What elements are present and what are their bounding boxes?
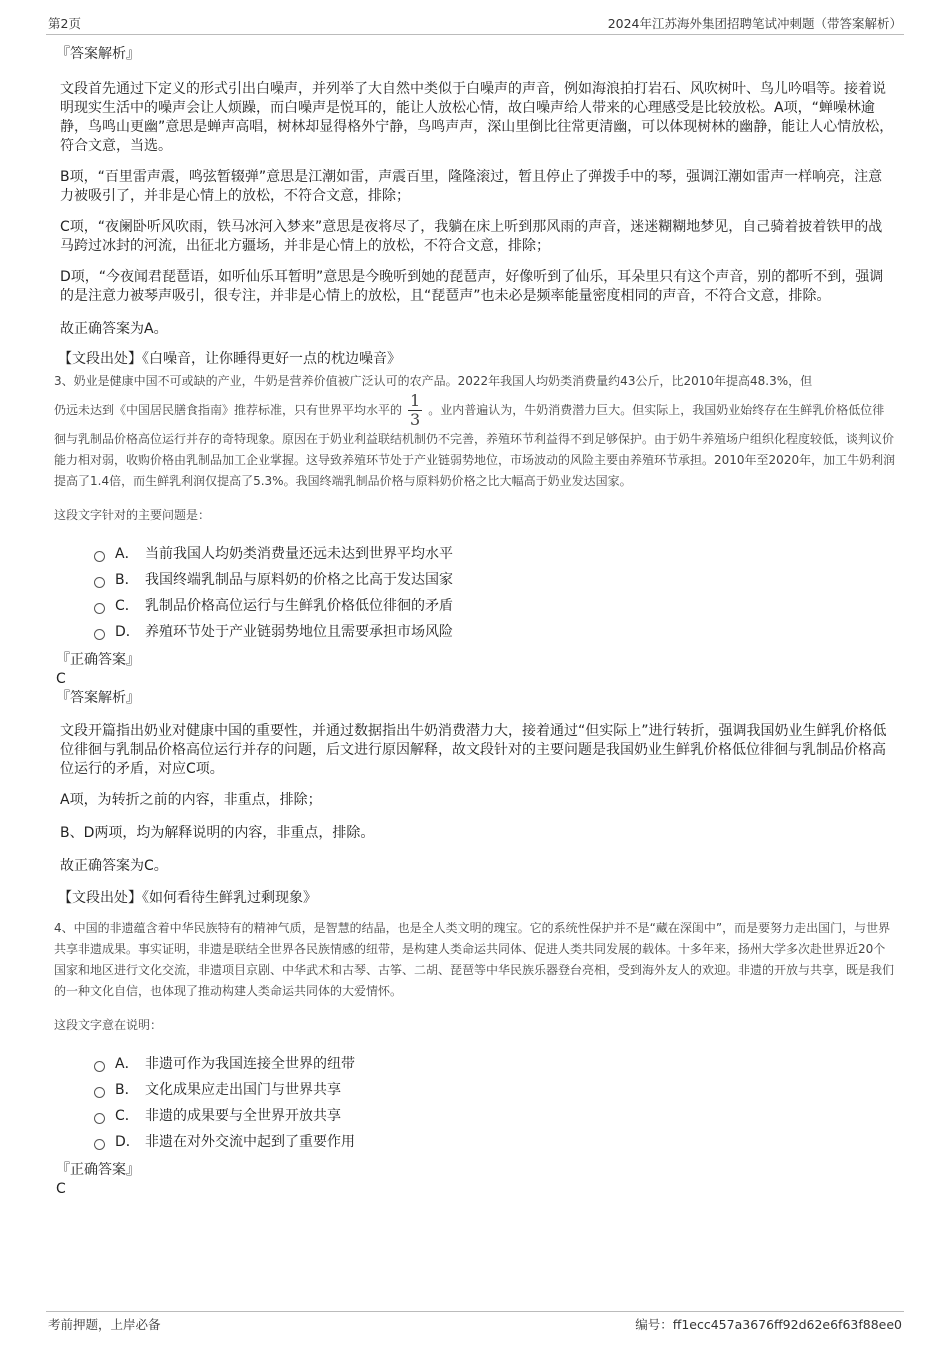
document-serial: 编号：ff1ecc457a3676ff92d62e6f63f88ee0 [635, 1317, 902, 1332]
analysis-label: 『答案解析』 [56, 46, 140, 62]
page-number: 第2页 [48, 16, 81, 31]
radio-icon[interactable] [94, 551, 105, 562]
fraction-one-third: $\frac{1}{3}$ [410, 391, 421, 429]
source-citation: 【文段出处】《如何看待生鲜乳过剩现象》 [58, 890, 317, 906]
option-d[interactable]: D． 养殖环节处于产业链弱势地位且需要承担市场风险 [94, 618, 896, 644]
analysis-conclusion: 故正确答案为A。 [60, 321, 168, 337]
analysis-paragraph: B、D两项，均为解释说明的内容，非重点，排除。 [60, 825, 375, 841]
analysis-paragraph: B项，“百里雷声震，鸣弦暂辍弹”意思是江潮如雷，声震百里，隆隆滚过，暂且停止了弹拨手中的琴，强调江潮如雷声一样响亮，注意力被吸引了，并非是心情上的放松，不符合文意，排除； [60, 169, 883, 204]
page-content [56, 44, 896, 1198]
analysis-label: 『答案解析』 [56, 690, 140, 706]
radio-icon[interactable] [94, 1061, 105, 1072]
correct-answer-label: 『正确答案』 [56, 1162, 140, 1178]
question-3-prompt: 这段文字针对的主要问题是： [54, 508, 211, 522]
question-3-text: 3、奶业是健康中国不可或缺的产业，牛奶是营养价值被广泛认可的农产品。2022年我国人均奶类消费量约43公斤，比2010年提高48.3%，但 仍远未达到《中国居民膳食指南》推荐标准，只有世界平均水平的 $\frac{1}{3}$ 。业内普遍认为，牛奶消费潜力巨大。但实际上，我国奶业始终存在生鲜乳价格低位徘徊与乳制品价格高位运行并存的奇特现象。原因在于奶业利益联结机制仍不完善，养殖环节利益得不到足够保护。由于奶牛养殖场户组织化程度较低，谈判议价能力相对弱，收购价格由乳制品加工企业掌握。这导致养殖环节处于产业链弱势地位，市场波动的风险主要由养殖环节承担。2010年至2020年，加工牛奶利润提高了1.4倍，而生鲜乳利润仅提高了5.3%。我国终端乳制品价格与原料奶价格之比大幅高于奶业发达国家。 [54, 374, 896, 488]
page-footer [46, 1311, 904, 1334]
correct-answer-label: 『正确答案』 [56, 652, 140, 668]
analysis-conclusion: 故正确答案为C。 [60, 858, 168, 874]
question-4-text: 4、中国的非遗蕴含着中华民族特有的精神气质，是智慧的结晶，也是全人类文明的瑰宝。它的系统性保护并不是“藏在深闺中”，而是要努力走出国门，与世界共享非遗成果。事实证明，非遗是联结全世界各民族情感的纽带，是构建人类命运共同体、促进人类共同发展的载体。十多年来，扬州大学多次赴世界近20个国家和地区进行文化交流，非遗项目京剧、中华武术和古琴、古筝、二胡、琵琶等中华民族乐器登台亮相，受到海外友人的欢迎。非遗的开放与共享，既是我们的一种文化自信，也体现了推动构建人类命运共同体的大爱情怀。 [54, 921, 895, 998]
option-c[interactable]: C． 乳制品价格高位运行与生鲜乳价格低位徘徊的矛盾 [94, 592, 896, 618]
radio-icon[interactable] [94, 1139, 105, 1150]
footer-slogan: 考前押题，上岸必备 [48, 1317, 161, 1332]
question-3-options [94, 540, 896, 644]
question-4-prompt: 这段文字意在说明： [54, 1018, 163, 1032]
page-header [46, 10, 904, 35]
analysis-paragraph: A项，为转折之前的内容，非重点，排除； [60, 792, 322, 808]
correct-answer: C [56, 1181, 66, 1197]
analysis-paragraph: C项，“夜阑卧听风吹雨，铁马冰河入梦来”意思是夜将尽了，我躺在床上听到那风雨的声音，迷迷糊糊地梦见，自己骑着披着铁甲的战马跨过冰封的河流，出征北方疆场，并非是心情上的放松，不符合文意，排除； [60, 219, 883, 254]
source-citation: 【文段出处】《白噪音，让你睡得更好一点的枕边噪音》 [58, 351, 401, 367]
radio-icon[interactable] [94, 603, 105, 614]
document-title: 2024年江苏海外集团招聘笔试冲刺题（带答案解析） [607, 16, 902, 31]
option-b[interactable]: B． 文化成果应走出国门与世界共享 [94, 1076, 896, 1102]
radio-icon[interactable] [94, 1113, 105, 1124]
analysis-paragraph: D项，“今夜闻君琵琶语，如听仙乐耳暂明”意思是今晚听到她的琵琶声，好像听到了仙乐，耳朵里只有这个声音，别的都听不到，强调的是注意力被琴声吸引，很专注，并非是心情上的放松，且“琵琶声”也未必是频率能量密度相同的声音，不符合文意，排除。 [60, 269, 884, 304]
analysis-paragraph: 文段首先通过下定义的形式引出白噪声，并列举了大自然中类似于白噪声的声音，例如海浪拍打岩石、风吹树叶、鸟儿吟唱等。接着说明现实生活中的噪声会让人烦躁，而白噪声是悦耳的，能让人放松心情，故白噪声给人带来的心理感受是比较放松。A项，“蝉噪林逾静，鸟鸣山更幽”意思是蝉声高唱，树林却显得格外宁静，鸟鸣声声，深山里倒比往常更清幽，可以体现树林的幽静，能让人心情放松，符合文意，当选。 [60, 81, 894, 154]
option-d[interactable]: D． 非遗在对外交流中起到了重要作用 [94, 1128, 896, 1154]
analysis-paragraph: 文段开篇指出奶业对健康中国的重要性，并通过数据指出牛奶消费潜力大，接着通过“但实际上”进行转折，强调我国奶业生鲜乳价格低位徘徊与乳制品价格高位运行并存的问题，后文进行原因解释，故文段针对的主要问题是我国奶业生鲜乳价格低位徘徊与乳制品价格高位运行的矛盾，对应C项。 [60, 723, 887, 777]
option-a[interactable]: A． 非遗可作为我国连接全世界的纽带 [94, 1050, 896, 1076]
option-c[interactable]: C． 非遗的成果要与全世界开放共享 [94, 1102, 896, 1128]
radio-icon[interactable] [94, 629, 105, 640]
radio-icon[interactable] [94, 577, 105, 588]
option-b[interactable]: B． 我国终端乳制品与原料奶的价格之比高于发达国家 [94, 566, 896, 592]
question-4-options [94, 1050, 896, 1154]
correct-answer: C [56, 671, 66, 687]
radio-icon[interactable] [94, 1087, 105, 1098]
option-a[interactable]: A． 当前我国人均奶类消费量还远未达到世界平均水平 [94, 540, 896, 566]
